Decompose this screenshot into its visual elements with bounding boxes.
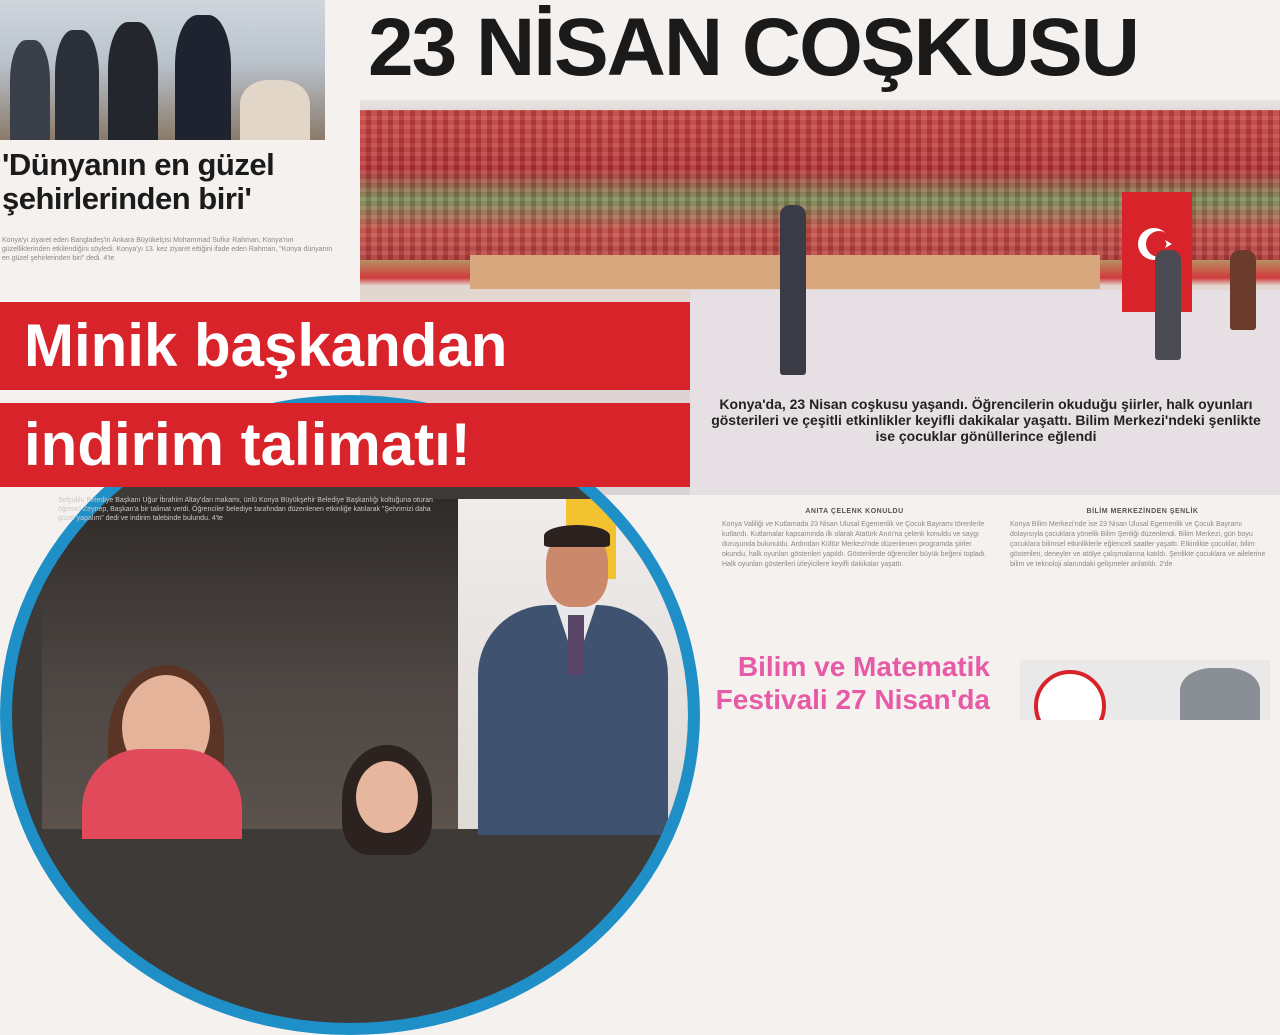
banner-headline-line2[interactable]: indirim talimatı! — [0, 403, 690, 487]
mayor-hair — [544, 525, 610, 547]
photo-person — [175, 15, 231, 140]
festival-line2: Festivali 27 Nisan'da — [715, 684, 990, 715]
ambassador-body-text: Konya'yı ziyaret eden Bangladeş'in Ankara Büyükelçisi Mohammad Sufiur Rahman, Konya'nın güzelliklerinden etkilendiğini söyledi. Konya'yı 13. kez ziyaret ettiğini ifade eden Rahman, "Konya dünyanın en güzel şehirlerinden biri" dedi. 4'te — [2, 237, 333, 262]
photo-caption-text: Selçuklu Belediye Başkanı Uğur İbrahim Altay'dan makamı, ünlü Konya Büyükşehir Belediye Başkanlığı koltuğuna oturan öğrenci Zeynep, Başkan'a bir talimat verdi. Öğrenciler belediye tarafından düzenlenen etkinliğe katılarak "Şehrimizi daha güzel yapalım" dedi ve indirim talebinde bulundu. 4'te — [58, 497, 433, 522]
festival-headline[interactable] — [690, 650, 990, 716]
photo-table — [240, 80, 310, 140]
festival-line1: Bilim ve Matematik — [737, 651, 990, 682]
girl-body — [82, 749, 242, 839]
ambassador-headline-line2: şehirlerinden biri' — [2, 181, 252, 216]
arena-floor — [690, 290, 1280, 495]
girl-face — [356, 761, 418, 833]
photo-person — [55, 30, 99, 140]
mayor-tie — [568, 615, 584, 675]
column-body: Konya Valiliği ve Kutlamada 23 Nisan Ulusal Egemenlik ve Çocuk Bayramı törenlerle kutlandı. Kutlamalar kapsamında ilk olarak Atatürk Anıtı'na çelenk konuldu ve saygı duruşunda bulunuldu. Ardından Kültür Merkezi'nde düzenlenen programda şiirler okundu, halk oyunları gösterileri yapıldı. Gösterilerde öğrenciler büyük beğeni topladı. Halk oyunları gösterileri izleyicilere keyifli dakikalar yaşattı. — [722, 521, 987, 568]
banner-headline-line1[interactable]: Minik başkandan — [0, 302, 690, 390]
column-heading: ANITA ÇELENK KONULDU — [805, 508, 904, 515]
stadium-caption: Konya'da, 23 Nisan coşkusu yaşandı. Öğrencilerin okuduğu şiirler, halk oyunları gösterileri ve çeşitli etkinlikler keyifli dakikalar yaşattı. Bilim Merkezi'ndeki şenlikte ise çocuklar gönüllerince eğlendi — [711, 396, 1261, 444]
ambassador-photo — [0, 0, 325, 140]
photo-person — [10, 40, 50, 140]
main-headline[interactable]: 23 NİSAN COŞKUSU — [368, 2, 1138, 93]
dancer — [780, 205, 806, 375]
mayor-portrait — [458, 499, 688, 829]
dancer — [1230, 250, 1256, 330]
column-body: Konya Bilim Merkezi'nde ise 23 Nisan Ulusal Egemenlik ve Çocuk Bayramı dolayısıyla çocuklara yönelik Bilim Şenliği düzenlendi. Bilim Merkezi, gün boyu çocuklara bilimsel etkinliklerle eğlenceli saatler yaşattı. Etkinlikte çocuklar, bilim gösterileri, deneyler ve atölye çalışmalarına katıldı. Şenlikte çocuklara ve ailelerine bilim ve teknoloji alanındaki gelişmeler anlatıldı. 2'de — [1010, 521, 1266, 568]
photo-person — [1180, 668, 1260, 720]
dancer — [1155, 250, 1181, 360]
mayor-photo-circle — [0, 395, 700, 1035]
bottom-right-photo — [1020, 660, 1270, 720]
ambassador-headline-line1: 'Dünyanın en güzel — [2, 147, 275, 182]
column-heading: BİLİM MERKEZİNDEN ŞENLİK — [1086, 508, 1199, 515]
ambassador-headline[interactable] — [2, 148, 352, 216]
photo-person — [108, 22, 158, 140]
seal-logo-icon — [1034, 670, 1106, 720]
classroom-photo — [42, 499, 462, 829]
